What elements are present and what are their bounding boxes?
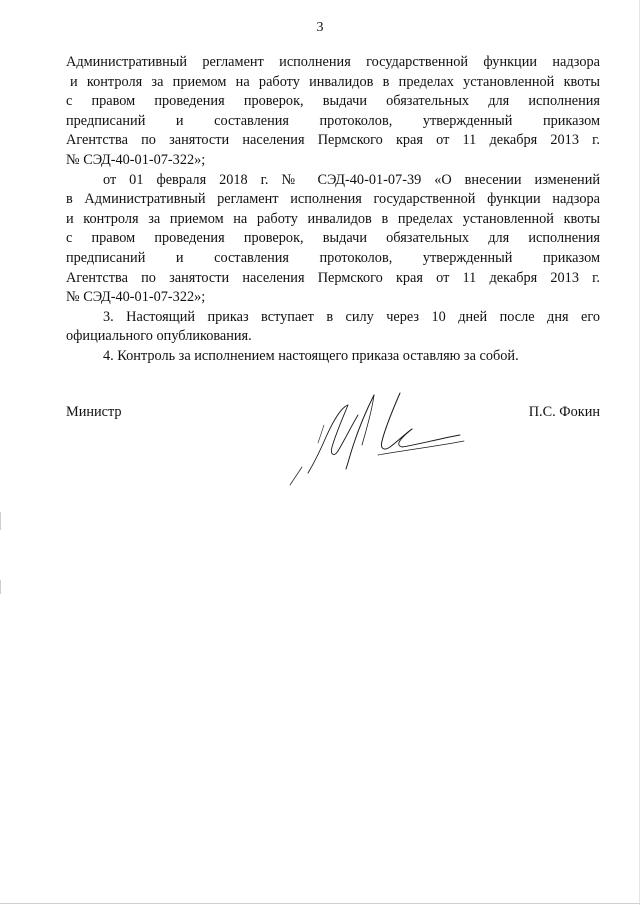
- paragraph-effective-date: [66, 308, 600, 347]
- text-line: и контроля за приемом на работу инвалидов в пределах установленной квоты: [70, 73, 600, 90]
- scan-artifact: [0, 580, 1, 594]
- text-line: Административный регламент исполнения государственной функции надзора: [66, 54, 600, 70]
- handwritten-signature: [282, 385, 467, 490]
- document-body: [66, 53, 600, 367]
- text-line: и контроля за приемом на работу инвалидов в пределах установленной квоты: [66, 210, 600, 227]
- scan-artifact: [0, 512, 1, 530]
- text-line: 3. Настоящий приказ вступает в силу через 10 дней после дня его: [103, 308, 600, 325]
- text-line: с правом проведения проверок, выдачи обязательных для исполнения: [66, 93, 600, 110]
- paragraph-control: [66, 347, 600, 367]
- text-line: официального опубликования.: [66, 328, 252, 345]
- scan-edge: [0, 903, 640, 904]
- page-number: 3: [316, 20, 324, 35]
- signatory-title: Министр: [66, 404, 122, 420]
- paragraph-amendment-order: [66, 171, 600, 308]
- text-line: предписаний и составления протоколов, утвержденный приказом: [66, 112, 600, 129]
- text-line: № СЭД-40-01-07-322»;: [66, 151, 206, 168]
- text-line: № СЭД-40-01-07-322»;: [66, 289, 206, 306]
- paragraph-regulation-reference: [66, 53, 600, 171]
- text-line: предписаний и составления протоколов, утвержденный приказом: [66, 249, 600, 266]
- text-line: 4. Контроль за исполнением настоящего приказа оставляю за собой.: [103, 347, 519, 364]
- text-line: в Административный регламент исполнения государственной функции надзора: [66, 191, 600, 208]
- text-line: Агентства по занятости населения Пермского края от 11 декабря 2013 г.: [66, 132, 600, 149]
- text-line: с правом проведения проверок, выдачи обязательных для исполнения: [66, 230, 600, 247]
- text-line: от 01 февраля 2018 г. № СЭД-40-01-07-39 «О внесении изменений: [103, 171, 600, 188]
- signatory-name: П.С. Фокин: [528, 404, 600, 420]
- text-line: Агентства по занятости населения Пермского края от 11 декабря 2013 г.: [66, 269, 600, 286]
